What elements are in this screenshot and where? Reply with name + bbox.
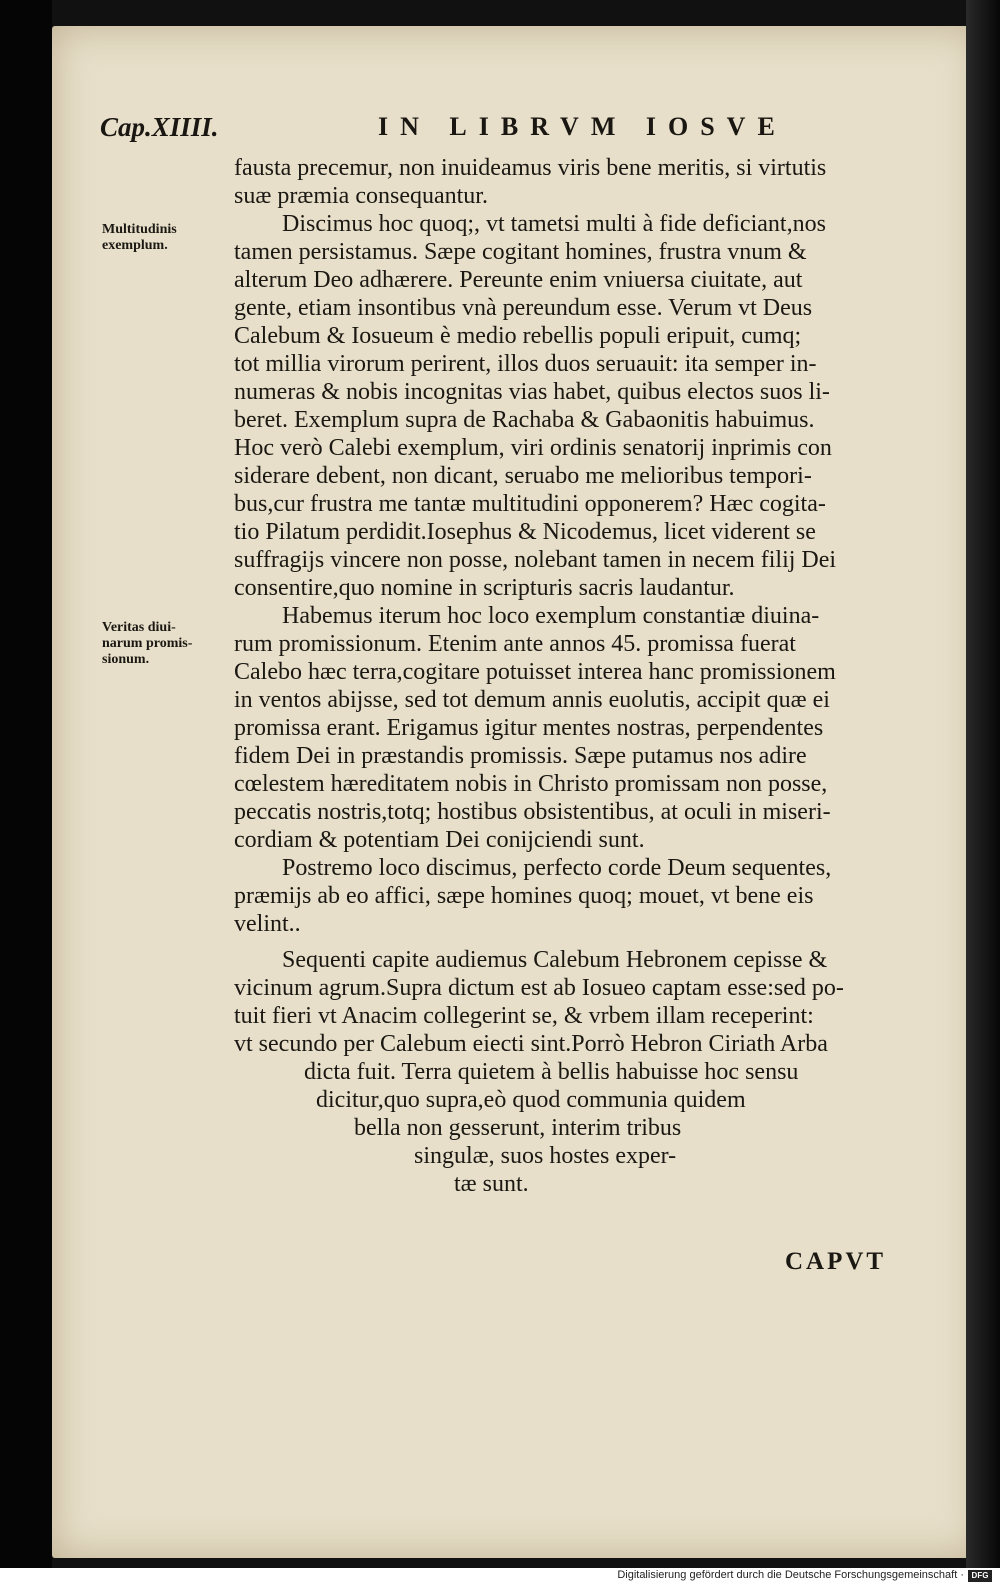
funding-credit: Digitalisierung gefördert durch die Deutsche Forschungsgemeinschaft ·: [617, 1569, 964, 1581]
text-line: Hoc verò Calebi exemplum, viri ordinis senatorij inprimis con: [234, 435, 832, 461]
body-text: [234, 154, 934, 1198]
text-line: tio Pilatum perdidit.Iosephus & Nicodemus, licet viderent se: [234, 519, 816, 545]
paragraph-5: [234, 946, 934, 1198]
text-line: præmijs ab eo affici, sæpe homines quoq; mouet, vt bene eis: [234, 883, 814, 909]
text-line: Calebum & Iosueum è medio rebellis populi eripuit, cumq;: [234, 323, 802, 349]
text-line: Postremo loco discimus, perfecto corde Deum sequentes,: [282, 855, 832, 881]
text-line: suffragijs vincere non posse, nolebant tamen in necem filij Dei: [234, 547, 837, 573]
text-line: Calebo hæc terra,cogitare potuisset interea hanc promissionem: [234, 659, 836, 685]
text-line: bus,cur frustra me tantæ multitudini opponerem? Hæc cogita-: [234, 491, 826, 517]
catchword: CAPVT: [785, 1248, 887, 1275]
book-spine: [966, 0, 1000, 1568]
text-line: tuit fieri vt Anacim collegerint se, & vrbem illam receperint:: [234, 1003, 814, 1029]
text-line: dicitur,quo supra,eò quod communia quidem: [316, 1087, 746, 1113]
text-line: Habemus iterum hoc loco exemplum constantiæ diuina-: [282, 603, 820, 629]
text-line: Discimus hoc quoq;, vt tametsi multi à fide deficiant,nos: [282, 211, 826, 237]
text-line: vicinum agrum.Supra dictum est ab Iosueo captam esse:sed po-: [234, 975, 844, 1001]
text-line: numeras & nobis incognitas vias habet, quibus electos suos li-: [234, 379, 830, 405]
running-head: [100, 112, 820, 152]
text-line: alterum Deo adhærere. Pereunte enim vniuersa ciuitate, aut: [234, 267, 803, 293]
dfg-logo: DFG: [968, 1570, 992, 1582]
text-line: consentire,quo nomine in scripturis sacris laudantur.: [234, 575, 735, 601]
text-line: gente, etiam insontibus vnà pereundum esse. Verum vt Deus: [234, 295, 813, 321]
text-line: beret. Exemplum supra de Rachaba & Gabaonitis habuimus.: [234, 407, 815, 433]
text-line: velint..: [234, 911, 301, 937]
paragraph-1: [234, 154, 934, 210]
chapter-label: Cap.XIIII.: [100, 112, 219, 142]
scan-left-edge: [0, 0, 52, 1568]
marginal-note-multitudinis: [102, 222, 232, 254]
marginal-line: narum promis-: [102, 636, 193, 651]
marginal-note-veritas: [102, 620, 232, 668]
text-line: suæ præmia consequantur.: [234, 183, 488, 209]
running-title: IN LIBRVM IOSVE: [378, 112, 787, 141]
marginal-line: Multitudinis: [102, 222, 177, 237]
text-line: Sequenti capite audiemus Calebum Hebronem cepisse &: [282, 947, 828, 973]
marginal-line: Veritas diui-: [102, 620, 176, 635]
text-line: fidem Dei in præstandis promissis. Sæpe putamus nos adire: [234, 743, 807, 769]
text-line: vt secundo per Calebum eiecti sint.Porrò Hebron Ciriath Arba: [234, 1031, 828, 1057]
text-line: promissa erant. Erigamus igitur mentes nostras, perpendentes: [234, 715, 824, 741]
text-line: cordiam & potentiam Dei conijciendi sunt.: [234, 827, 645, 853]
text-line: dicta fuit. Terra quietem à bellis habuisse hoc sensu: [304, 1059, 799, 1085]
text-line: bella non gesserunt, interim tribus: [354, 1115, 682, 1141]
digitization-footer: [0, 1568, 1000, 1585]
text-line: fausta precemur, non inuideamus viris bene meritis, si virtutis: [234, 155, 827, 181]
marginal-line: sionum.: [102, 652, 150, 667]
text-line: tamen persistamus. Sæpe cogitant homines, frustra vnum &: [234, 239, 807, 265]
text-line: siderare debent, non dicant, seruabo me melioribus tempori-: [234, 463, 812, 489]
paragraph-2: [234, 210, 934, 602]
text-line: rum promissionum. Etenim ante annos 45. promissa fuerat: [234, 631, 796, 657]
text-line: peccatis nostris,totq; hostibus obsistentibus, at oculi in miseri-: [234, 799, 831, 825]
text-line: in ventos abijsse, sed tot demum annis euolutis, accipit quæ ei: [234, 687, 830, 713]
text-line: cœlestem hæreditatem nobis in Christo promissam non posse,: [234, 771, 828, 797]
text-line: tæ sunt.: [454, 1171, 529, 1197]
text-line: tot millia virorum perirent, illos duos seruauit: ita semper in-: [234, 351, 817, 377]
text-line: singulæ, suos hostes exper-: [414, 1143, 677, 1169]
paragraph-4: [234, 854, 934, 938]
paragraph-3: [234, 602, 934, 854]
marginal-line: exemplum.: [102, 238, 168, 253]
